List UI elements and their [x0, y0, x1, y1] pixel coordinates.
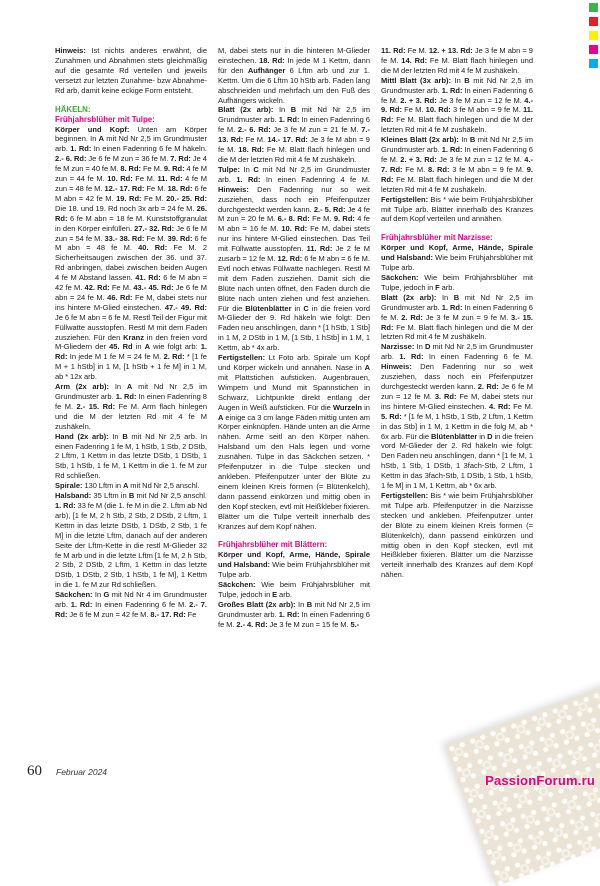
paragraph: Narzisse: In D mit Nd Nr 2,5 im Grundmuster arb. 1. Rd: In einen Fadenring 6 fe M. Hinweis: Den Fadenring nur so weit zusziehen, dass noch ein Pfeifenputzer durchgesteckt werden kann. 2. Rd: Je 6 fe M zun = 12 fe M. 3. Rd: Fe M, dabei stets nur ins hintere M-Glied einstechen. 4. Rd: Fe M. 5. Rd: * [1 fe M, 1 hStb, 1 Stb, 2 Lftm, 1 Kettm in das Stb] in 1 M, 1 Kettm in die folg M, ab * 6x arb. Für die Blütenblätter in D in die freien vord M-Glieder der 2. Rd häkeln wie folgt: Den Faden neu anschlingen, dann * [1 fe M, 1 hStb, 1 Stb, 1 DStb, 1 3fach-Stb, 2 Lftm, 1 Kettm in das 3fach-Stb, 1 DStb, 1 Stb, 1 hStb, 1 fe M] in 1 M, 1 Kettm, ab * 6x arb. [381, 342, 534, 491]
section-heading: Frühjahrsblüher mit Tulpe: [55, 114, 155, 124]
paragraph: Körper und Kopf, Arme, Hände, Spirale und Halsband: Wie beim Frühjahrsblüher mit Tulpe arb. [381, 243, 533, 273]
paragraph: Körper und Kopf, Arme, Hände, Spirale und Halsband: Wie beim Frühjahrsblüher mit Tulpe arb. [218, 550, 370, 580]
paragraph: Halsband: 35 Lftm in B mit Nd Nr 2,5 anschl. 1. Rd: 33 fe M (die 1. fe M in die 2. Lftm ab Nd arb), [1 fe M, 2 h Stb, 2 Stb, 2 DStb, 2 Lftm, 1 Kettm in das letzte DStb, 1 DStb, 2 Stb, 1 fe M] in die letzte Lftm, danach auf der anderen Seite der Lftm-Kette in die restl M-Glieder 32 fe M arb und in die letzte Lftm [1 fe M, 2 h Stb, 2 Stb, 2 DStb, 2 Lftm, 1 Kettm in das letzte DStb, 1 DStb, 2 Stb, 1 hStb, 1 fe M], 1 Kettm in die 1. fe M zur Rd schließen. [55, 491, 208, 590]
watermark: PassionForum.ru [485, 773, 595, 788]
issue-date: Februar 2024 [56, 767, 108, 777]
section-heading: Frühjahrsblüher mit Narzisse: [381, 233, 493, 243]
page-number: 60 [27, 763, 42, 779]
paragraph: Hinweis: Ist nichts anderes erwähnt, die Zunahmen und Abnahmen stets gleichmäßig auf die gesamte Rd verteilen und jeweils versetzt zur letzten Zunahme- bzw Abnahme-Rd arb, damit keine eckige Form entsteht. [55, 46, 207, 95]
paragraph: Hand (2x arb): In B mit Nd Nr 2,5 arb. In einen Fadenring 1 fe M, 1 hStb, 1 Stb, 2 DStb, 2 Lftm, 1 Kettm in das letzte DStb, 1 DStb, 1 Stb, 1 hStb, 1 fe M, 1 Kettm in die 1. fe M zur Rd schließen. [55, 431, 208, 481]
paragraph: Blatt (2x arb): In B mit Nd Nr 2,5 im Grundmuster arb. 1. Rd: In einen Fadenring 6 fe M. 2. Rd: Je 3 fe M zun = 9 fe M. 3.- 15. Rd: Fe M. Blatt flach hinlegen und die M der letzten Rd mit 4 fe M zushäkeln. [381, 292, 533, 342]
section-heading: HÄKELN: [55, 104, 91, 114]
print-color-mark [589, 31, 598, 40]
print-color-mark [589, 59, 598, 68]
paragraph: Arm (2x arb): In A mit Nd Nr 2,5 im Grundmuster arb. 1. Rd: In einen Fadenring 8 fe M. 2.- 15. Rd: Fe M. Arm flach hinlegen und die M der letzten Rd mit 4 fe M zushäkeln. [55, 382, 207, 431]
print-color-mark [589, 17, 598, 26]
paragraph: Blatt (2x arb): In B mit Nd Nr 2,5 im Grundmuster arb. 1. Rd: In einen Fadenring 6 fe M. 2.- 6. Rd: Je 3 fe M zun = 21 fe M. 7.- 13. Rd: Fe M. 14.- 17. Rd: Je 3 fe M abn = 9 fe M. 18. Rd: Fe M. Blatt flach hinlegen und die M der letzten Rd mit 4 fe M zushäkeln. [218, 105, 370, 164]
paragraph: M, dabei stets nur in die hinteren M-Glieder einstechen. 18. Rd: In jede M 1 Kettm, dann für den Aufhänger 6 Lftm arb und zur 1. Kettm. Um die 6 Lftm 10 hStb arb. Faden lang abschneiden und mehrfach um den Fuß des Aufhängers wickeln. [218, 46, 371, 105]
text-column-1 [55, 46, 207, 620]
paragraph: Säckchen: Wie beim Frühjahrsblüher mit Tulpe, jedoch in F arb. [381, 273, 533, 292]
paragraph: 11. Rd: Fe M. 12. + 13. Rd: Je 3 fe M abn = 9 fe M. 14. Rd: Fe M. Blatt flach hinlegen und die M der letzten Rd mit 4 fe M zushäkeln. [381, 46, 533, 75]
text-column-2 [218, 46, 370, 630]
paragraph: Kleines Blatt (2x arb): In B mit Nd Nr 2,5 im Grundmuster arb. 1. Rd: In einen Fadenring 6 fe M. 2. + 3. Rd: Je 3 fe M zun = 12 fe M. 4.- 7. Rd: Fe M. 8. Rd: 3 fe M abn = 9 fe M. 9. Rd: Fe M. Blatt flach hinlegen und die M der letzten Rd mit 4 fe M zushäkeln. [381, 135, 533, 194]
paragraph: Großes Blatt (2x arb): In B mit Nd Nr 2,5 im Grundmuster arb. 1. Rd: In einen Fadenring 6 fe M. 2.- 4. Rd: Je 3 fe M zun = 15 fe M. 5.- [218, 599, 370, 629]
print-color-mark [589, 3, 598, 12]
paragraph: Fertigstellen: Bis * wie beim Frühjahrsblüher mit Tulpe arb. Blätter innerhalb des Kranzes auf dem Kopf verteilen und annähen. [381, 194, 533, 224]
print-color-marks [589, 3, 598, 68]
text-column-3 [381, 46, 533, 580]
paragraph: Spirale: 130 Lftm in A mit Nd Nr 2,5 anschl. [55, 481, 200, 491]
paragraph: Tulpe: In C mit Nd Nr 2,5 im Grundmuster arb. 1. Rd: In einen Fadenring 4 fe M. Hinweis: Den Fadenring nur so weit zusziehen, dass noch ein Pfeifenputzer durchgesteckt werden kann. 2.- 5. Rd: Je 4 fe M zun = 20 fe M. 6.- 8. Rd: Fe M. 9. Rd: 4 fe M abn = 16 fe M. 10. Rd: Fe M, dabei stets nur ins hintere M-Glied einstechen. Das Teil mit Füllwatte ausstopfen. 11. Rd: Je 2 fe M zusarb = 12 fe M. 12. Rd: 6 fe M abn = 6 fe M. Evtl noch etwas Füllwatte nachlegen. Restl M mit dem Faden zusziehen. Damit sich die Blüte nach unten öffnet, den Faden durch die Blüte nach unten ziehen und fest anziehen. Für die Blütenblätter in C in die freien vord M-Glieder der 9. Rd häkeln wie folgt: Den Faden neu anschlingen, dann * [1 hStb, 1 Stb] in 1 M, 2 DStb in 1 M, [1 Stb, 1 hStb] in 1 M, 1 Kettm, ab * 4x arb. [218, 164, 371, 353]
section-heading: Frühjahrsblüher mit Blättern: [218, 540, 328, 550]
paragraph: Fertigstellen: Bis * wie beim Frühjahrsblüher mit Tulpe arb. Pfeifenputzer in die Narzisse stecken und ankleben. Pfeifenputzer unter der Blüte zu einem kleinen Kreis formen (= Blütenkelch), dann passend einkürzen und mittig oben in den Kopf stecken, evtl mit Heißkleber fixieren. Blätter um die Narzisse verteilt innerhalb des Kranzes auf dem Kopf nähen. [381, 490, 533, 580]
paragraph: Mittl Blatt (3x arb): In B mit Nd Nr 2,5 im Grundmuster arb. 1. Rd: In einen Fadenring 6 fe M. 2. + 3. Rd: Je 3 fe M zun = 12 fe M. 4.- 9. Rd: Fe M. 10. Rd: 3 fe M abn = 9 fe M. 11. Rd: Fe M. Blatt flach hinlegen und die M der letzten Rd mit 4 fe M zushäkeln. [381, 75, 533, 135]
paragraph: Fertigstellen: Lt Foto arb. Spirale um Kopf und Körper wickeln und annähen. Nase in A mit Plattstichen aufsticken. Augenbrauen, Wimpern und Mund mit Spannstichen in Schwarz, Lichtpunkte direkt entlang der Augen in Weiß aufsticken. Für die Wurzeln in A einige ca 3 cm lange Fäden mittig unten am Körper einknüpfen. Hände unten an die Arme nähen. Arme seitl an den Körper nähen. Halsband um den Hals legen und vorne zusnähen. Tulpe in das Säckchen setzen. * Pfeifenputzer in die Tulpe stecken und ankleben. Pfeifenputzer unter der Blüte zu einem kleinen Kreis formen (= Blütenkelch), dann passend einkürzen und mittig oben in den Kopf stecken, evtl mit Heißkleber fixieren. Blätter um die Tulpe verteilt innerhalb des Kranzes auf dem Kopf nähen. [218, 353, 370, 531]
paragraph: Säckchen: In G mit Nd Nr 4 im Grundmuster arb. 1. Rd: In einen Fadenring 6 fe M. 2.- 7. Rd: Je 6 fe M zun = 42 fe M. 8.- 17. Rd: Fe [55, 590, 207, 619]
print-color-mark [589, 45, 598, 54]
paragraph: Säckchen: Wie beim Frühjahrsblüher mit Tulpe, jedoch in E arb. [218, 580, 370, 600]
paragraph: Körper und Kopf: Unten am Körper beginnen. In A mit Nd Nr 2,5 im Grundmuster arb. 1. Rd: In einen Fadenring 6 fe M häkeln. 2.- 6. Rd: Je 6 fe M zun = 36 fe M. 7. Rd: Je 4 fe M zun = 40 fe M. 8. Rd: Fe M. 9. Rd: 4 fe M zun = 44 fe M. 10. Rd: Fe M. 11. Rd: 4 fe M zun = 48 fe M. 12.- 17. Rd: Fe M. 18. Rd: 6 fe M abn = 42 fe M. 19. Rd: Fe M. 20.- 25. Rd: Die 18. und 19. Rd noch 3x arb = 24 fe M. 26. Rd: 6 fe M abn = 18 fe M. Kunststoffgranulat in den Körper einfüllen. 27.- 32. Rd: Je 6 fe M zun = 54 fe M. 33.- 38. Rd: Fe M. 39. Rd: 6 fe M abn = 48 fe M. 40. Rd: Fe M. 2 Sicherheitsaugen zwischen der 36. und 37. Rd anbringen, dabei zwischen beiden Augen 4 fe M Abstand lassen. 41. Rd: 6 fe M abn = 42 fe M. 42. Rd: Fe M. 43.- 45. Rd: Je 6 fe M abn = 24 fe M. 46. Rd: Fe M, dabei stets nur ins hintere M-Glied einstechen. 47.- 49. Rd: Je 6 fe M abn = 6 fe M. Restl Teil der Figur mit Füllwatte ausstopfen. Restl M mit dem Faden zusziehen. Für den Kranz in den freien vord M-Gliedern der 45. Rd in A wie folgt arb: 1. Rd: In jede M 1 fe M = 24 fe M. 2. Rd: * [1 fe M + 1 hStb] in 1 M, [1 hStb + 1 fe M] in 1 M, ab * 12x arb. [55, 124, 208, 382]
